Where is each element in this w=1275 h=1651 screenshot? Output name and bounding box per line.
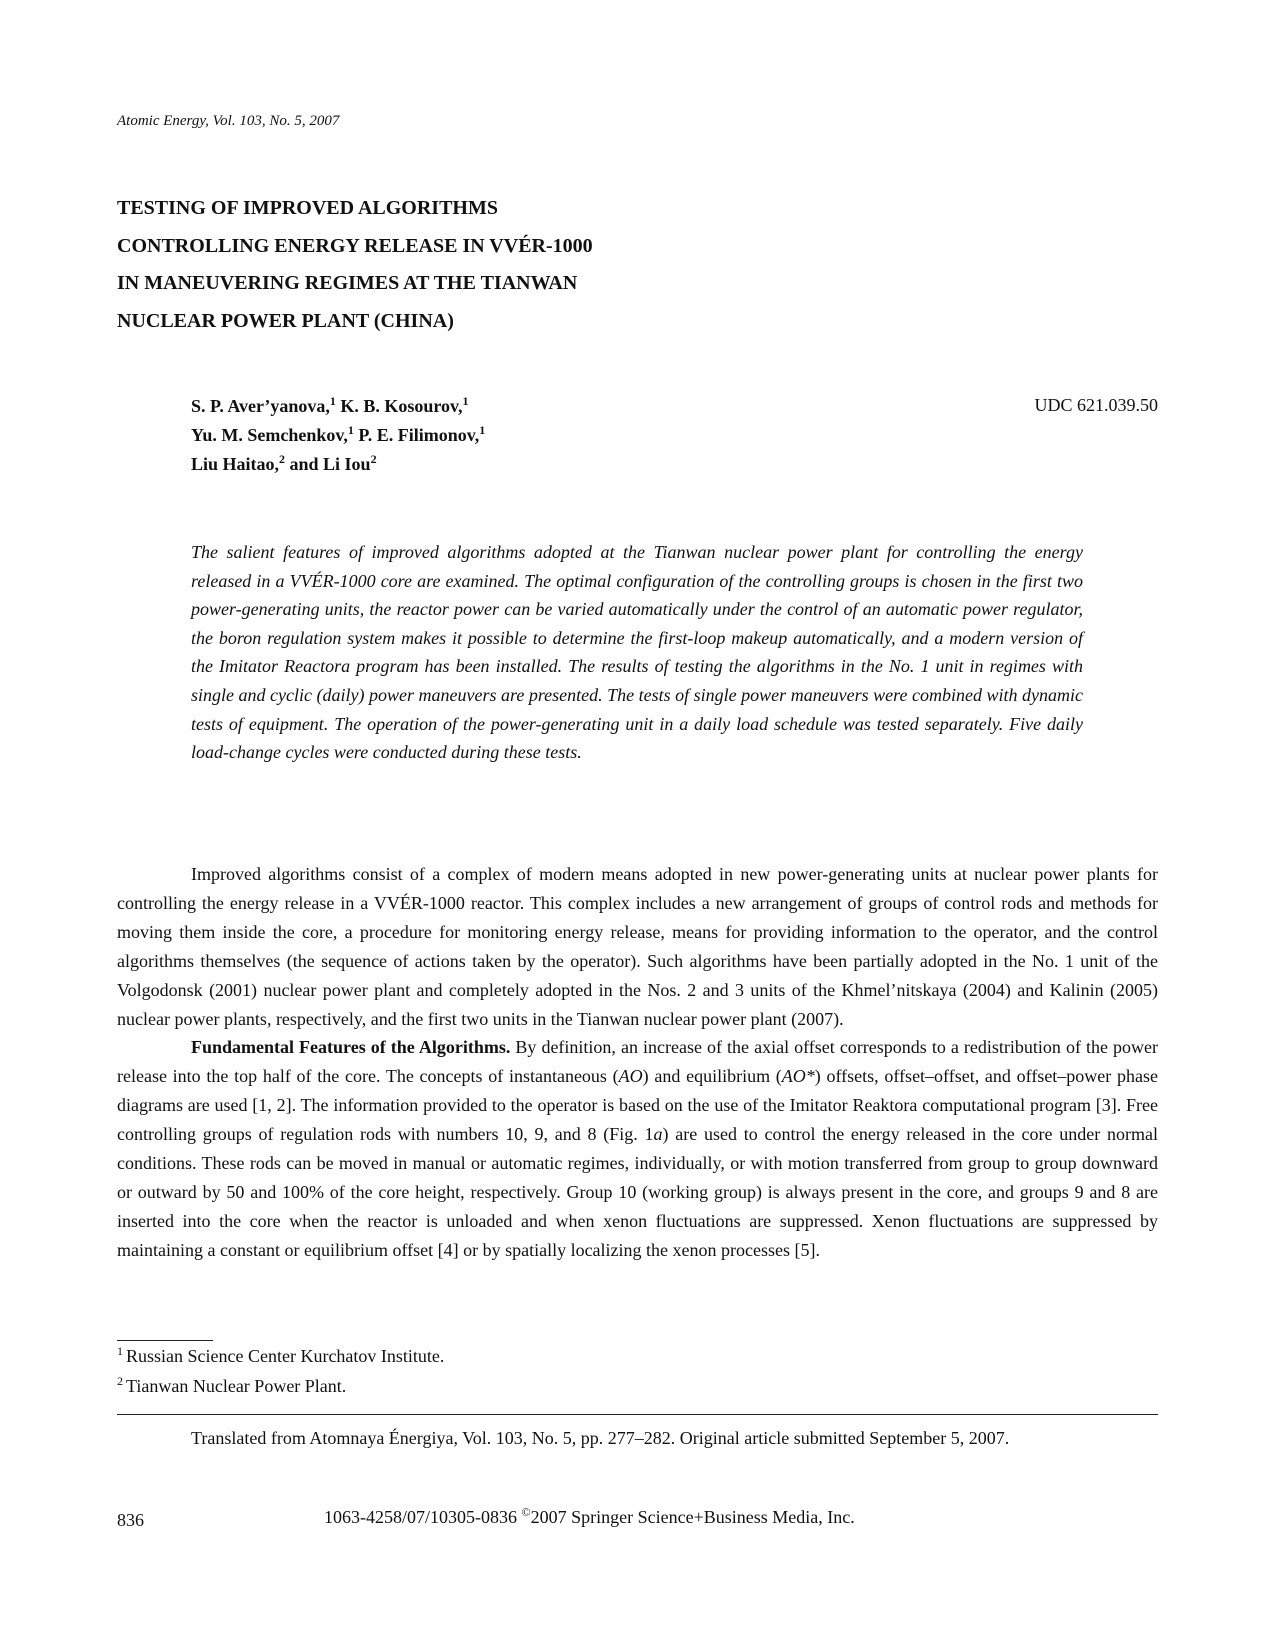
- figure-panel-ref: a: [653, 1124, 663, 1145]
- divider: [117, 1414, 1158, 1415]
- author-name: Yu. M. Semchenkov,: [191, 425, 348, 445]
- footnote-text: Tianwan Nuclear Power Plant.: [126, 1376, 347, 1396]
- affiliation-mark: 1: [479, 423, 486, 437]
- author-name: P. E. Filimonov,: [353, 425, 480, 445]
- title-line: NUCLEAR POWER PLANT (CHINA): [117, 309, 454, 332]
- author-name: S. P. Aver’yanova,: [191, 396, 330, 416]
- paragraph-text: ) offsets, offset–offset, and offset–power phase diagrams are used [1, 2]. The information provided to the operator is based on the use of the Imitator Reaktora computational program [3]. Free controlling groups of regulation rods with numbers 10, 9, and 8 (Fig. 1: [117, 1066, 1158, 1145]
- copyright-text: 2007 Springer Science+Business Media, Inc.: [530, 1507, 855, 1527]
- affiliation-mark: 1: [329, 394, 336, 408]
- affiliation-mark: 1: [462, 394, 469, 408]
- translation-note: Translated from Atomnaya Énergiya, Vol. 103, No. 5, pp. 277–282. Original article submitted September 5, 2007.: [191, 1428, 1010, 1448]
- affiliation-mark: 2: [370, 452, 377, 466]
- abstract: The salient features of improved algorithms adopted at the Tianwan nuclear power plant for controlling the energy released in a VVÉR-1000 core are examined. The optimal configuration of the controlling groups is chosen in the first two power-generating units, the reactor power can be varied automatically under the control of an automatic power regulator, the boron regulation system makes it possible to determine the first-loop makeup automatically, and a modern version of the Imitator Reactora program has been installed. The results of testing the algorithms in the No. 1 unit in regimes with single and cyclic (daily) power maneuvers are presented. The tests of single power maneuvers were combined with dynamic tests of equipment. The operation of the power-generating unit in a daily load schedule was tested separately. Five daily load-change cycles were conducted during these tests.: [191, 542, 1083, 763]
- page-number: 836: [117, 1510, 144, 1530]
- udc-code: UDC 621.039.50: [1034, 395, 1158, 415]
- paragraph-text: ) and equilibrium (: [642, 1066, 782, 1087]
- article-title: [117, 190, 837, 340]
- section-heading: Fundamental Features of the Algorithms.: [191, 1037, 511, 1058]
- paragraph-text: ) are used to control the energy released in the core under normal conditions. These rods can be moved in manual or automatic regimes, individually, or with motion transferred from group to group downward or outward by 50 and 100% of the core height, respectively. Group 10 (working group) is always present in the core, and groups 9 and 8 are inserted into the core when the reactor is unloaded and when xenon fluctuations are suppressed. Xenon fluctuations are suppressed by maintaining a constant or equilibrium offset [4] or by spatially localizing the xenon processes [5].: [117, 1124, 1158, 1260]
- copyright-symbol: ©: [521, 1505, 531, 1519]
- footnotes: [117, 1341, 444, 1401]
- footnote-text: Russian Science Center Kurchatov Institute.: [126, 1346, 445, 1366]
- author-list: [191, 392, 485, 479]
- footnote-mark: 2: [117, 1374, 123, 1388]
- author-name: and Li Iou: [285, 454, 371, 474]
- symbol-ao: AO: [618, 1066, 643, 1087]
- author-name: Liu Haitao,: [191, 454, 280, 474]
- copyright-line: [324, 1507, 855, 1528]
- affiliation-mark: 1: [347, 423, 354, 437]
- author-line: [191, 421, 485, 450]
- paragraph-text: By definition, an increase of the axial offset corresponds to a redistribution of the power release into the top half of the core. The concepts of instantaneous (: [117, 1037, 1159, 1087]
- paragraph-fundamental-features: [117, 1033, 1158, 1264]
- footnote: [117, 1371, 444, 1401]
- journal-citation: Atomic Energy, Vol. 103, No. 5, 2007: [117, 113, 340, 129]
- symbol-ao-star: AO*: [781, 1066, 815, 1087]
- affiliation-mark: 2: [279, 452, 286, 466]
- title-line: CONTROLLING ENERGY RELEASE IN VVÉR-1000: [117, 234, 593, 257]
- author-name: K. B. Kosourov,: [335, 396, 463, 416]
- footnote: [117, 1341, 444, 1371]
- issn-code: 1063-4258/07/10305-0836: [324, 1507, 522, 1527]
- title-line: TESTING OF IMPROVED ALGORITHMS: [117, 197, 498, 219]
- author-line: [191, 450, 485, 479]
- footnote-mark: 1: [117, 1344, 123, 1358]
- author-line: [191, 392, 485, 421]
- paragraph-introduction: Improved algorithms consist of a complex of modern means adopted in new power-generating units at nuclear power plants for controlling the energy release in a VVÉR-1000 reactor. This complex includes a new arrangement of groups of control rods and methods for moving them inside the core, a procedure for monitoring energy release, means for providing information to the operator, and the control algorithms themselves (the sequence of actions taken by the operator). Such algorithms have been partially adopted in the No. 1 unit of the Volgodonsk (2001) nuclear power plant and completely adopted in the Nos. 2 and 3 units of the Khmel’nitskaya (2004) and Kalinin (2005) nuclear power plants, respectively, and the first two units in the Tianwan nuclear power plant (2007).: [117, 864, 1158, 1029]
- body-text: [117, 860, 1158, 1265]
- title-line: IN MANEUVERING REGIMES AT THE TIANWAN: [117, 272, 578, 294]
